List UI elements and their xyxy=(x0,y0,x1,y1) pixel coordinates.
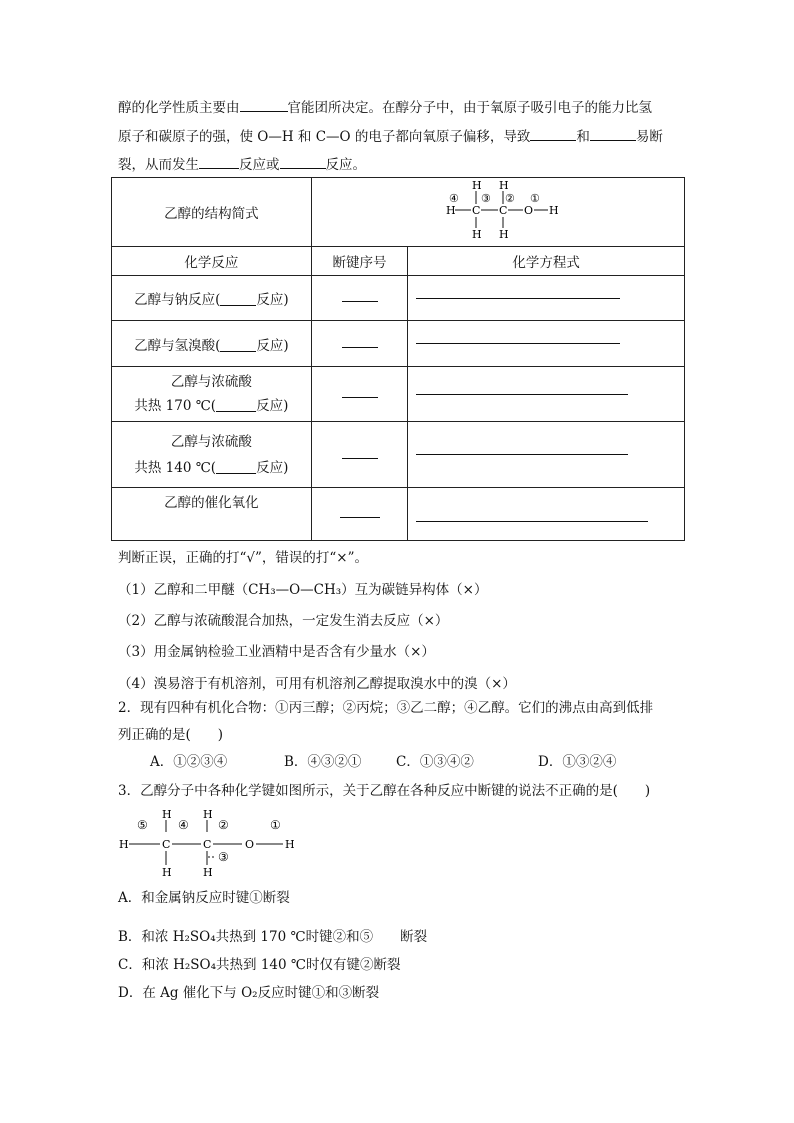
equation-blank[interactable] xyxy=(416,454,628,455)
q2-option-b[interactable]: B．④③②① xyxy=(284,754,362,770)
reaction-text: 共热 170 ℃( xyxy=(134,398,217,414)
reaction-type-blank[interactable] xyxy=(220,339,256,352)
intro-text: 醇的化学性质主要由 xyxy=(118,100,240,116)
answer-blank[interactable] xyxy=(590,126,636,141)
h-atom-top-2: H xyxy=(203,808,213,821)
intro-text: 官能团所决定。在醇分子中，由于氧原子吸引电子的能力比氢 xyxy=(287,100,652,116)
reaction-text: 乙醇与氢溴酸( xyxy=(134,337,221,354)
reaction-row xyxy=(112,276,685,321)
h-atom-top-1: H xyxy=(162,808,172,821)
h-atom-right: H xyxy=(548,204,559,217)
q3-option-b[interactable]: B．和浓 H₂SO₄共热到 170 ℃时键②和⑤ 断裂 xyxy=(118,929,428,945)
structure-row xyxy=(112,178,685,247)
reaction-name xyxy=(112,488,312,541)
answer-blank[interactable] xyxy=(280,154,326,169)
q3-bond-diagram xyxy=(116,805,306,880)
reaction-row xyxy=(112,321,685,367)
answer-blank[interactable] xyxy=(240,97,288,112)
intro-text: 易断 xyxy=(635,129,663,145)
bond-number-blank[interactable] xyxy=(340,517,380,518)
bond-label-4: ④ xyxy=(448,192,459,205)
intro-text: 和 xyxy=(576,129,590,145)
reaction-text: 反应) xyxy=(256,398,289,414)
reaction-row xyxy=(112,488,685,541)
bond-label-3: ③ xyxy=(480,192,491,205)
answer-blank[interactable] xyxy=(199,154,239,169)
reaction-type-blank[interactable] xyxy=(216,461,256,474)
bond-label-1: ① xyxy=(270,818,281,832)
equation-cell xyxy=(408,367,685,422)
equation-blank[interactable] xyxy=(416,298,620,299)
equation-blank[interactable] xyxy=(416,394,628,395)
intro-text: 反应或 xyxy=(239,157,280,173)
reaction-text: 乙醇与浓硫酸 xyxy=(170,374,252,390)
q3-option-a[interactable]: A．和金属钠反应时键①断裂 xyxy=(118,890,290,906)
h-atom-right: H xyxy=(285,838,295,851)
reaction-row xyxy=(112,422,685,488)
c-atom-2: C xyxy=(203,838,212,851)
structure-label: 乙醇的结构简式 xyxy=(112,178,312,247)
h-atom-bottom-2: H xyxy=(203,866,213,879)
reaction-text: 反应) xyxy=(256,337,289,354)
equation-cell xyxy=(408,321,685,367)
h-atom-left: H xyxy=(445,204,456,217)
bond-label-2: ② xyxy=(504,192,515,205)
reaction-text: 反应) xyxy=(256,292,289,308)
equation-cell xyxy=(408,488,685,541)
bond-number-blank[interactable] xyxy=(342,347,378,348)
reaction-text: 共热 140 ℃( xyxy=(134,459,217,476)
h-atom-left: H xyxy=(119,838,129,851)
reaction-name xyxy=(112,367,312,422)
reaction-name xyxy=(112,422,312,488)
equation-blank[interactable] xyxy=(416,521,648,522)
intro-text: 反应。 xyxy=(325,157,366,173)
header-row xyxy=(112,247,685,276)
q2-option-c[interactable]: C．①③④② xyxy=(396,754,474,770)
equation-cell xyxy=(408,422,685,488)
c-atom-1: C xyxy=(162,838,171,851)
bond-number-cell xyxy=(311,367,408,422)
q3-option-d[interactable]: D．在 Ag 催化下与 O₂反应时键①和③断裂 xyxy=(118,985,380,1001)
bond-label-1: ① xyxy=(529,192,540,205)
reaction-text: 乙醇的催化氧化 xyxy=(164,495,259,511)
h-atom-top-2: H xyxy=(498,179,509,192)
o-atom: O xyxy=(523,204,533,217)
intro-line-1 xyxy=(118,97,652,117)
c-atom-1: C xyxy=(471,204,481,217)
o-atom: O xyxy=(245,838,255,851)
judge-item-3: （3）用金属钠检验工业酒精中是否含有少量水（×） xyxy=(118,644,435,660)
reaction-row xyxy=(112,367,685,422)
judge-item-2: （2）乙醇与浓硫酸混合加热，一定发生消去反应（×） xyxy=(118,613,449,629)
bond-number-cell xyxy=(311,422,408,488)
q2-options xyxy=(150,753,616,771)
header-reaction: 化学反应 xyxy=(112,247,312,276)
bond-number-blank[interactable] xyxy=(342,301,378,302)
reaction-name xyxy=(112,276,312,321)
q2-option-a[interactable]: A．①②③④ xyxy=(150,754,228,770)
reaction-table xyxy=(111,177,685,541)
reaction-text: 乙醇与浓硫酸 xyxy=(170,433,252,450)
reaction-type-blank[interactable] xyxy=(220,293,256,306)
answer-blank[interactable] xyxy=(530,126,576,141)
judge-item-4: （4）溴易溶于有机溶剂，可用有机溶剂乙醇提取溴水中的溴（×） xyxy=(118,676,516,692)
bond-number-cell xyxy=(311,488,408,541)
h-atom-bottom-1: H xyxy=(162,866,172,879)
bond-label-2: ② xyxy=(218,818,229,832)
header-equation: 化学方程式 xyxy=(408,247,685,276)
equation-cell xyxy=(408,276,685,321)
bond-number-blank[interactable] xyxy=(342,458,378,459)
reaction-text: 乙醇与钠反应( xyxy=(134,292,221,308)
h-atom-bottom-2: H xyxy=(498,228,509,241)
h-atom-top-1: H xyxy=(471,179,482,192)
bond-number-cell xyxy=(311,321,408,367)
intro-line-3 xyxy=(118,154,366,174)
intro-line-2 xyxy=(118,126,663,146)
reaction-type-blank[interactable] xyxy=(216,399,256,412)
bond-label-3: ③ xyxy=(218,850,229,864)
equation-blank[interactable] xyxy=(416,343,620,344)
bond-number-cell xyxy=(311,276,408,321)
ethanol-structure-diagram xyxy=(428,178,568,242)
q2-option-d[interactable]: D．①③②④ xyxy=(538,754,617,770)
judge-item-1: （1）乙醇和二甲醚（CH₃—O—CH₃）互为碳链异构体（×） xyxy=(118,582,488,598)
reaction-name xyxy=(112,321,312,367)
header-bond: 断键序号 xyxy=(311,247,408,276)
q2-stem-line-1: 2．现有四种有机化合物：①丙三醇；②丙烷；③乙二醇；④乙醇。它们的沸点由高到低排 xyxy=(118,700,654,716)
intro-text: 裂，从而发生 xyxy=(118,157,199,173)
reaction-text: 反应) xyxy=(256,459,289,476)
q2-stem-line-2: 列正确的是( ) xyxy=(118,727,224,743)
bond-label-4: ④ xyxy=(178,818,189,832)
bond-label-5: ⑤ xyxy=(137,818,148,832)
h-atom-bottom-1: H xyxy=(471,228,482,241)
q3-stem: 3．乙醇分子中各种化学键如图所示，关于乙醇在各种反应中断键的说法不正确的是( ) xyxy=(118,783,651,799)
intro-text: 原子和碳原子的强，使 O—H 和 C—O 的电子都向氧原子偏移，导致 xyxy=(118,129,531,145)
q3-option-c[interactable]: C．和浓 H₂SO₄共热到 140 ℃时仅有键②断裂 xyxy=(118,957,401,973)
c-atom-2: C xyxy=(498,204,508,217)
judge-title: 判断正误，正确的打“√”，错误的打“×”。 xyxy=(118,550,369,566)
bond-number-blank[interactable] xyxy=(342,397,378,398)
structure-cell xyxy=(311,178,684,247)
